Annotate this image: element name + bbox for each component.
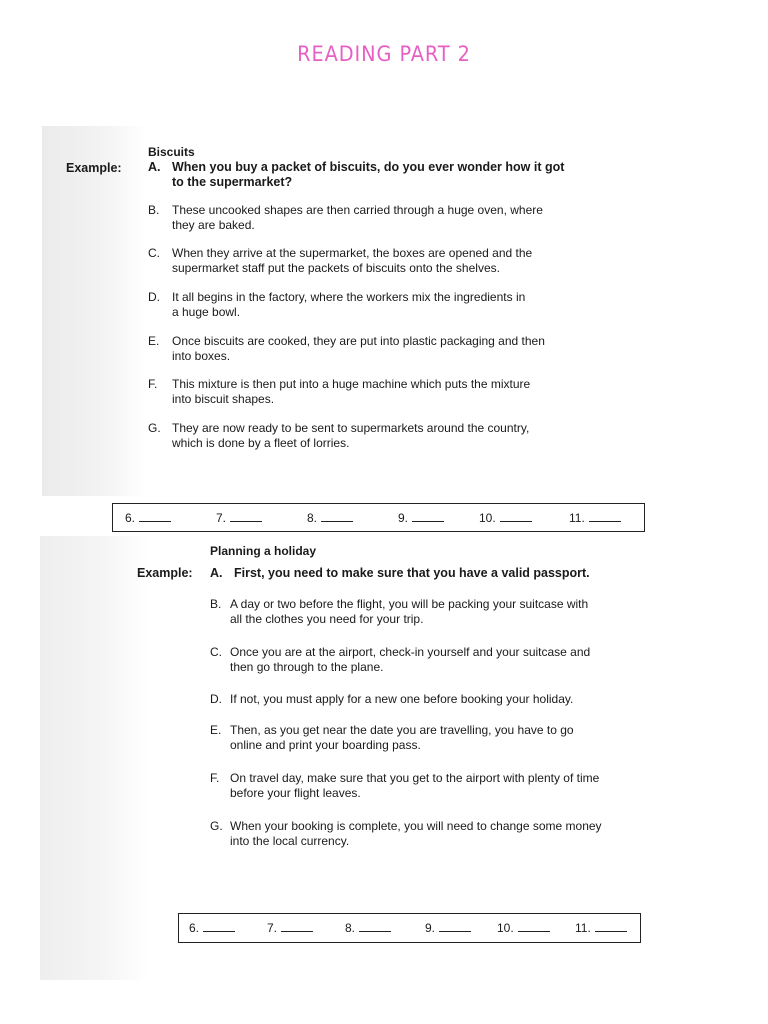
item-letter: G. [210,819,223,833]
item-text: These uncooked shapes are then carried through a huge oven, where they are baked. [172,203,543,232]
item-letter: C. [210,645,222,659]
item-letter: D. [210,692,222,706]
example-label: Example: [137,566,193,580]
item-text: Once biscuits are cooked, they are put into plastic packaging and then into boxes. [172,334,545,363]
item-letter: B. [210,597,222,611]
item-text: When your booking is complete, you will need to change some money into the local currency. [230,819,602,848]
section-title: Biscuits [148,145,195,159]
item-text: This mixture is then put into a huge machine which puts the mixture into biscuit shapes. [172,377,531,406]
item-letter: E. [148,334,160,348]
item-text: They are now ready to be sent to supermarkets around the country, which is done by a fleet of lorries. [172,421,530,450]
section-title: Planning a holiday [210,544,317,558]
item-letter: C. [148,246,160,260]
item-text: First, you need to make sure that you have a valid passport. [234,566,590,580]
item-letter: F. [210,771,220,785]
answer-slot[interactable]: 11. [575,921,627,935]
item-text: A day or two before the flight, you will be packing your suitcase with all the clothes you need for your trip. [230,597,589,626]
answer-slot[interactable]: 6. [125,511,171,525]
item-letter: G. [148,421,161,435]
item-letter: A. [210,566,223,580]
answer-slot[interactable]: 11. [569,511,621,525]
item-text: It all begins in the factory, where the workers mix the ingredients in a huge bowl. [172,290,526,319]
item-text: When you buy a packet of biscuits, do you ever wonder how it got to the supermarket? [172,160,565,189]
answer-slot[interactable]: 9. [398,511,444,525]
item-text: If not, you must apply for a new one before booking your holiday. [230,692,574,706]
item-text: Once you are at the airport, check-in yourself and your suitcase and then go through to the plane. [230,645,591,674]
answer-slot[interactable]: 10. [479,511,532,525]
answer-slot[interactable]: 10. [497,921,550,935]
example-label: Example: [66,161,122,175]
answer-slot[interactable]: 8. [307,511,353,525]
item-text: Then, as you get near the date you are travelling, you have to go online and print your boarding pass. [230,723,574,752]
item-letter: F. [148,377,158,391]
answer-box [178,913,641,943]
scan-shadow [40,536,148,980]
answer-slot[interactable]: 8. [345,921,391,935]
item-letter: E. [210,723,222,737]
answer-slot[interactable]: 7. [267,921,313,935]
item-text: On travel day, make sure that you get to the airport with plenty of time before your flight leaves. [230,771,600,800]
item-letter: A. [148,160,161,174]
answer-slot[interactable]: 9. [425,921,471,935]
item-letter: D. [148,290,160,304]
item-letter: B. [148,203,160,217]
answer-slot[interactable]: 7. [216,511,262,525]
answer-slot[interactable]: 6. [189,921,235,935]
scan-shadow [42,126,146,496]
page-title: READING PART 2 [297,42,471,66]
item-text: When they arrive at the supermarket, the boxes are opened and the supermarket staff put the packets of biscuits onto the shelves. [172,246,533,275]
answer-box [112,503,645,532]
